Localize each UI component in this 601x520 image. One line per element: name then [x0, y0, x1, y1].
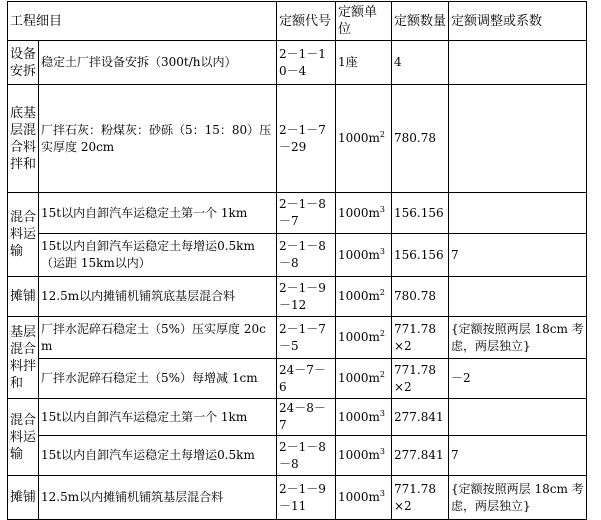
item-name: 厂拌水泥碎石稳定土（5%）压实厚度 20cm: [39, 317, 277, 359]
unit-base: 1000m: [338, 131, 380, 145]
category-cell: 基层混合料拌和: [8, 317, 39, 399]
unit-base: 1000m: [338, 448, 380, 462]
quota-unit: [336, 399, 392, 436]
unit-exponent: 3: [379, 204, 386, 214]
unit-exponent: 3: [379, 489, 386, 498]
quota-qty: 780.78: [392, 85, 449, 193]
unit-exponent: 3: [379, 447, 386, 456]
table-row: [8, 476, 587, 520]
quota-adjust: [449, 85, 587, 193]
quota-code: 2－1－9－11: [277, 476, 336, 520]
quota-qty: 277.841: [392, 436, 449, 476]
unit-exponent: 3: [379, 246, 386, 256]
unit-exponent: 2: [379, 130, 386, 139]
quota-code: 2－1－7－29: [277, 85, 336, 193]
category-cell: 摊铺: [8, 476, 39, 520]
quota-code: 2－1－9－12: [277, 277, 336, 317]
table-row: [8, 85, 587, 193]
quota-unit: [336, 436, 392, 476]
unit-base: 1座: [338, 55, 358, 69]
quota-qty: 771.78×2: [392, 359, 449, 399]
unit-exponent: 2: [379, 288, 386, 297]
quota-qty: 771.78×2: [392, 476, 449, 520]
header-item: 工程细目: [8, 2, 277, 41]
quota-qty: 277.841: [392, 399, 449, 436]
table-row: [8, 41, 587, 85]
category-cell: 底基层混合料拌和: [8, 85, 39, 193]
table-row: [8, 436, 587, 476]
quota-qty: 771.78×2: [392, 317, 449, 359]
item-name: 厂拌石灰：粉煤灰：砂砾（5：15：80）压实厚度 20cm: [39, 85, 277, 193]
item-name: 15t以内自卸汽车运稳定土第一个 1km: [39, 193, 277, 234]
quota-adjust: {定额按照两层 18cm 考虑，两层独立}: [449, 476, 587, 520]
header-adjust: 定额调整或系数: [449, 2, 587, 41]
unit-base: 1000m: [338, 371, 380, 385]
item-name: 15t以内自卸汽车运稳定土第一个 1km: [39, 399, 277, 436]
category-cell: 混合料运输: [8, 193, 39, 277]
header-row: [8, 2, 587, 41]
item-name: 12.5m以内摊铺机铺筑底基层混合料: [39, 277, 277, 317]
quota-unit: [336, 193, 392, 234]
unit-exponent: 3: [379, 408, 386, 418]
item-name: 稳定土厂拌设备安拆（300t/h以内）: [39, 41, 277, 85]
item-name: 厂拌水泥碎石稳定土（5%）每增减 1cm: [39, 359, 277, 399]
quota-code: 24－7－6: [277, 359, 336, 399]
quota-unit: [336, 359, 392, 399]
quota-qty: 780.78: [392, 277, 449, 317]
quota-code: 2－1－8－7: [277, 193, 336, 234]
table-row: [8, 359, 587, 399]
quota-qty: 156.156: [392, 234, 449, 277]
quota-unit: [336, 85, 392, 193]
unit-base: 1000m: [338, 330, 380, 344]
quota-unit: [336, 234, 392, 277]
table-row: [8, 317, 587, 359]
quota-qty: 156.156: [392, 193, 449, 234]
quota-adjust: 7: [449, 234, 587, 277]
item-name: 15t以内自卸汽车运稳定土每增运0.5km（运距 15km以内）: [39, 234, 277, 277]
unit-exponent: 2: [379, 329, 386, 338]
table-row: [8, 277, 587, 317]
unit-exponent: 2: [379, 370, 386, 379]
quota-adjust: [449, 193, 587, 234]
quota-code: 2－1－7－5: [277, 317, 336, 359]
header-qty: 定额数量: [392, 2, 449, 41]
quota-code: 24－8－7: [277, 399, 336, 436]
table-row: [8, 399, 587, 436]
quota-adjust: 7: [449, 436, 587, 476]
quota-unit: [336, 476, 392, 520]
item-name: 15t以内自卸汽车运稳定土每增运0.5km: [39, 436, 277, 476]
header-unit: 定额单位: [336, 2, 392, 41]
table-row: [8, 234, 587, 277]
quota-adjust: {定额按照两层 18cm 考虑，两层独立}: [449, 317, 587, 359]
unit-base: 1000m: [338, 205, 380, 220]
quota-unit: [336, 317, 392, 359]
category-cell: 设备安拆: [8, 41, 39, 85]
quota-adjust: [449, 399, 587, 436]
quota-adjust: [449, 41, 587, 85]
quota-qty: 4: [392, 41, 449, 85]
quota-unit: [336, 41, 392, 85]
quota-code: 2－1－8－8: [277, 234, 336, 277]
quota-adjust: －2: [449, 359, 587, 399]
table-row: [8, 193, 587, 234]
unit-base: 1000m: [338, 490, 380, 504]
quota-code: 2－1－10－4: [277, 41, 336, 85]
unit-base: 1000m: [338, 409, 380, 424]
unit-base: 1000m: [338, 289, 380, 303]
quota-unit: [336, 277, 392, 317]
quota-table: [7, 1, 587, 520]
header-code: 定额代号: [277, 2, 336, 41]
quota-code: 2－1－8－8: [277, 436, 336, 476]
unit-base: 1000m: [338, 247, 380, 262]
category-cell: 摊铺: [8, 277, 39, 317]
item-name: 12.5m以内摊铺机铺筑基层混合料: [39, 476, 277, 520]
category-cell: 混合料运输: [8, 399, 39, 476]
quota-adjust: [449, 277, 587, 317]
